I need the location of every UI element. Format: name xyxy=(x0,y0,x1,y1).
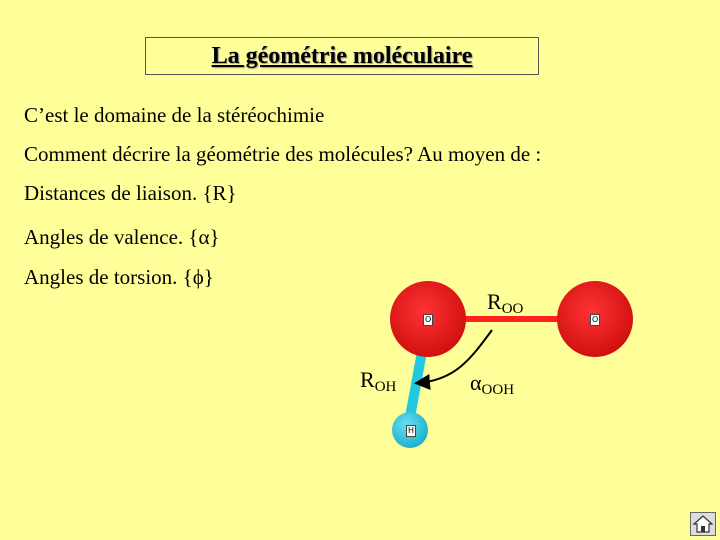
text-line-2: Comment décrire la géométrie des molécules? Au moyen de : xyxy=(24,142,542,166)
atom-label-o2: O xyxy=(592,315,599,324)
label-r-oo: $R_{OO}$ xyxy=(487,289,524,317)
text-line-1: C’est le domaine de la stéréochimie xyxy=(24,103,325,127)
home-button[interactable] xyxy=(690,512,716,536)
atom-label-h: H xyxy=(408,426,415,435)
page-title: La géométrie moléculaire xyxy=(145,37,539,75)
text-line-4: Angles de valence. {α} xyxy=(24,225,220,249)
text-line-5: Angles de torsion. {ϕ} xyxy=(24,265,214,289)
atom-label-o1: O xyxy=(425,315,432,324)
label-alpha-ooh: $\alpha_{OOH}$ xyxy=(470,370,515,398)
text-line-3: Distances de liaison. {R} xyxy=(24,181,237,205)
label-r-oh: $R_{OH}$ xyxy=(360,367,397,395)
home-icon xyxy=(691,513,715,535)
